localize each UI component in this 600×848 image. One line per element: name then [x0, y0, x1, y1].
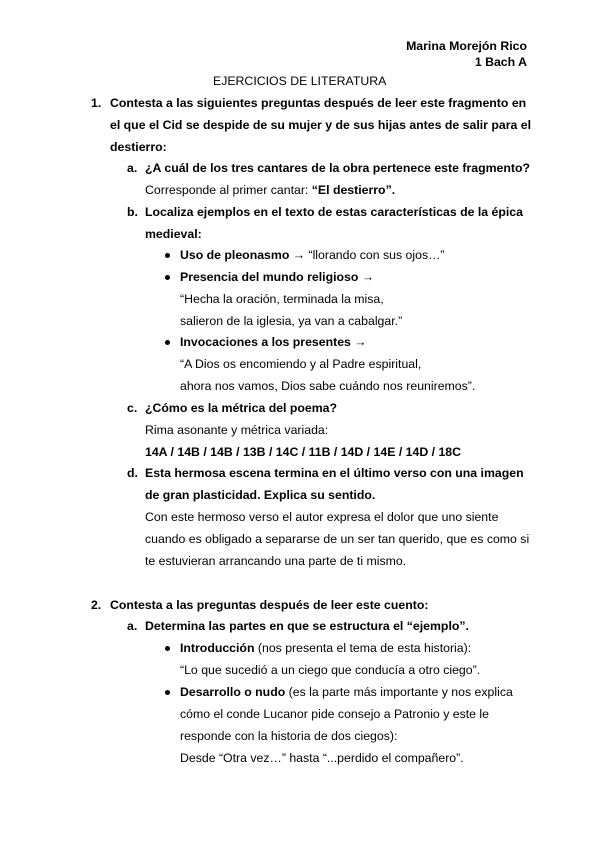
- q1a-answer-text: Corresponde al primer cantar:: [145, 183, 312, 197]
- q1a-answer: [145, 182, 395, 198]
- q2a-bullet-line: cómo el conde Lucanor pide consejo a Patronio y este le: [180, 707, 489, 721]
- bullet-label: Introducción: [180, 641, 255, 655]
- q1b-bullet-pleonasmo: [180, 247, 444, 263]
- bullet-text: (es la parte más importante y nos explica: [285, 685, 513, 699]
- q2a-bullet-introduccion: [180, 640, 471, 656]
- q1b-bullet-religioso: [180, 269, 374, 285]
- q2a-marker: a.: [127, 619, 138, 633]
- q1b-quote-line: salieron de la iglesia, ya van a cabalgar.”: [180, 314, 403, 328]
- q1a-marker: a.: [127, 161, 138, 175]
- q1d-question-line-1: Esta hermosa escena termina en el último verso con una imagen: [145, 466, 524, 480]
- q2a-bullet-line: Desde “Otra vez…” hasta “...perdido el compañero”.: [180, 751, 464, 765]
- q2-text: Contesta a las preguntas después de leer este cuento:: [110, 598, 429, 612]
- q1b-question-line-1: Localiza ejemplos en el texto de estas características de la épica: [145, 205, 523, 219]
- q1-text-line-1: Contesta a las siguientes preguntas después de leer este fragmento en: [110, 96, 527, 110]
- q1a-question: ¿A cuál de los tres cantares de la obra pertenece este fragmento?: [145, 161, 530, 175]
- q1-text-line-3: destierro:: [110, 140, 167, 154]
- arrow-icon: →: [358, 270, 375, 284]
- q1-number: 1.: [91, 96, 102, 110]
- bullet-icon: [165, 690, 170, 695]
- bullet-label: Desarrollo o nudo: [180, 685, 286, 699]
- class-group: 1 Bach A: [474, 55, 527, 69]
- arrow-icon: →: [289, 248, 309, 262]
- bullet-label: Invocaciones a los presentes: [180, 335, 351, 349]
- q1c-answer: Rima asonante y métrica variada:: [145, 423, 329, 437]
- bullet-text: (nos presenta el tema de esta historia):: [254, 641, 472, 655]
- q1a-answer-bold: “El destierro”.: [311, 183, 396, 197]
- q1b-quote-line: “Hecha la oración, terminada la misa,: [180, 292, 384, 306]
- q1d-answer-line: te estuvieran arrancando una parte de ti mismo.: [145, 554, 407, 568]
- q1c-marker: c.: [127, 401, 138, 415]
- q1-text-line-2: el que el Cid se despide de su mujer y de sus hijas antes de salir para el: [110, 118, 531, 132]
- bullet-label: Presencia del mundo religioso: [180, 270, 359, 284]
- bullet-icon: [165, 275, 170, 280]
- q1d-marker: d.: [127, 466, 138, 480]
- bullet-icon: [165, 340, 170, 345]
- author-name: Marina Morejón Rico: [406, 39, 527, 53]
- q1b-question-line-2: medieval:: [145, 227, 202, 241]
- q1b-marker: b.: [127, 205, 138, 219]
- bullet-text: “llorando con sus ojos…”: [308, 248, 445, 262]
- page-title: EJERCICIOS DE LITERATURA: [213, 74, 387, 88]
- arrow-icon: →: [350, 335, 367, 349]
- q2a-question: Determina las partes en que se estructura el “ejemplo”.: [145, 619, 469, 633]
- q1b-bullet-invocaciones: [180, 334, 367, 350]
- q1b-quote-line: ahora nos vamos, Dios sabe cuándo nos reuniremos”.: [180, 379, 476, 393]
- q1d-answer-line: Con este hermoso verso el autor expresa el dolor que uno siente: [145, 510, 499, 524]
- q1c-question: ¿Cómo es la métrica del poema?: [145, 401, 338, 415]
- q2a-bullet-line: “Lo que sucedió a un ciego que conducía a otro ciego”.: [180, 663, 481, 677]
- q2-number: 2.: [91, 598, 102, 612]
- q2a-bullet-desarrollo: [180, 684, 513, 700]
- q1d-answer-line: cuando es obligado a separarse de un ser tan querido, que es como si: [145, 532, 530, 546]
- bullet-label: Uso de pleonasmo: [180, 248, 290, 262]
- q1b-quote-line: “A Dios os encomiendo y al Padre espiritual,: [180, 357, 422, 371]
- q1d-question-line-2: de gran plasticidad. Explica su sentido.: [145, 488, 376, 502]
- q2a-bullet-line: responde con la historia de dos ciegos):: [180, 729, 398, 743]
- q1c-metric-scheme: 14A / 14B / 14B / 13B / 14C / 11B / 14D / 14E / 14D / 18C: [145, 445, 462, 459]
- bullet-icon: [165, 646, 170, 651]
- bullet-icon: [165, 253, 170, 258]
